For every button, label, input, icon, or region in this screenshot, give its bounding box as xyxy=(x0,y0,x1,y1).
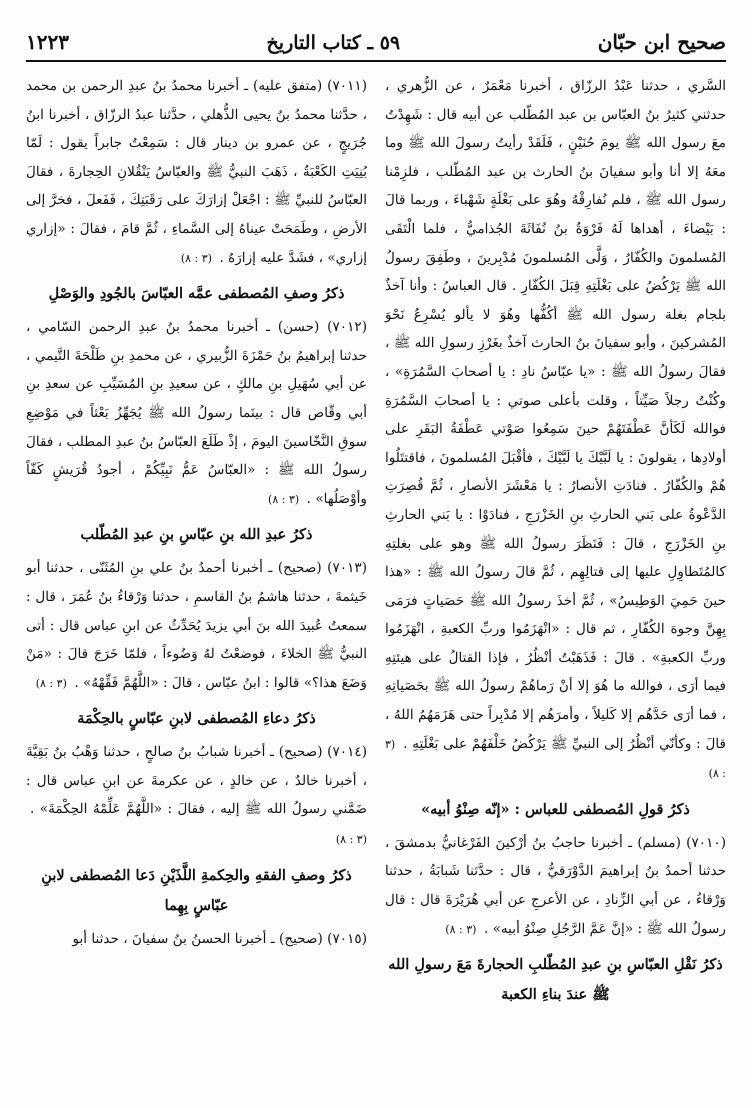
paragraph-text: (٧٠١٣) (صحيح) ـ أخبرنا أحمدُ بنُ علي بنِ المُثَنّى ، حدثنا أبو خَيثمةَ ، حدثنا هاشمُ بنُ القاسمِ ، حدثنا وَرْقاءُ بنُ عُمَرَ ، قال : سمعتُ عُبيدَ الله بنَ أبي يزيدَ يُحَدِّثُ عن ابنِ عباس قال : أتى النبيُّ ﷺ الخلاءَ ، فوضعْتُ لهُ وَضُوءاً ، فلمّا خَرَجَ قالَ : «مَنْ وَضَعَ هذا؟» قالوا : ابنُ عبّاس ، قالَ : «اللَّهُمَّ فَقِّهْهُ» . xyxy=(26,560,367,691)
reference-marker: (٣ : ٨) xyxy=(385,737,726,781)
paragraph-text: (٧٠١٥) (صحيح) ـ أخبرنا الحسنُ بنُ سفيانَ ، حدثنا أبو xyxy=(72,930,367,947)
hadith-paragraph xyxy=(26,925,367,954)
chapter-title: ٥٩ ـ كتاب التاريخ xyxy=(266,32,401,54)
page-header xyxy=(26,22,726,62)
section-heading: ذكرُ وصفِ الفقهِ والحِكمةِ اللَّذَيْنِ دَعا المُصطفى لابنِ عبّاسٍ بِهِما xyxy=(41,866,352,914)
paragraph-text: (٧٠١٤) (صحيح) ـ أخبرنا شبابُ بنُ صالحٍ ، حدثنا وَهْبُ بنُ بَقِيَّةَ ، أخبرنا خالدٌ ، عن خالدٍ ، عن عكرمةَ عن ابنِ عباس قال : ضَمَّني رسولُ الله ﷺ إليه ، فقالَ : «اللَّهُمَّ عَلِّمْهُ الحِكْمَةَ» . xyxy=(26,744,367,818)
hadith-paragraph xyxy=(385,829,726,944)
hadith-paragraph xyxy=(385,72,726,789)
paragraph-text: (٧٠١٢) (حسن) ـ أخبرنا محمدُ بنُ عبدِ الرحمن السّامي ، حدثنا إبراهيمُ بنُ حَمْزَةَ الزُّبيري ، عن محمدِ بنِ طَلْحَةَ التَّيمي ، عن أبي سُهَيلِ بنِ مالكٍ ، عن سعيدِ بنِ المُسَيِّبِ عن سعدِ بنِ أبي وقّاص قال : بينَما رسولُ الله ﷺ يُجَهِّزُ بَعْثاً في مَوْضِعِ سوقِ النَّخّاسينَ اليومَ ، إذْ طَلَعَ العبّاسُ بنُ عبدِ المطلب ، فقالَ رسولُ الله ﷺ : «العبّاسُ عَمُّ نَبِيِّكُمْ ، أجودُ قُرَيشٍ كَفّاً وأوْصَلُها» . xyxy=(26,319,367,507)
section-heading: ذكرُ قولِ المُصطفى للعباس : «إنّه صِنْوُ أبيه» xyxy=(421,800,690,818)
paragraph-text: (٧٠١١) (متفق عليه) ـ أخبرنا محمدُ بنُ عبدِ الرحمن بن محمد ، حدَّثنا محمدُ بنُ يحيى الذُّهلي ، حدَّثنا عبدُ الرزّاق ، أخبرنا ابنُ جُرَيجٍ ، عن عمرو بن دينار قال : سَمِعْتُ جابراً يقول : لَمّا بُنِيَتِ الكَعْبَةُ ، ذَهَبَ النبيُّ ﷺ والعبّاسُ يَنْقُلانِ الحِجارةَ ، فقالَ العبّاسُ للنبيِّ ﷺ : اجْعَلْ إزارَكَ على رَقَبَتِكَ ، فَفَعلَ ، فخرَّ إلى الأرضِ ، وطَمَحَتْ عيناهُ إلى السَّماءِ ، ثُمَّ قامَ ، فقالَ : «إزاري إزاري» ، فشَدَّ عليه إزارَهُ . xyxy=(26,78,367,266)
hadith-paragraph xyxy=(26,72,367,273)
reference-marker: (٣ : ٨) xyxy=(180,251,216,265)
text-columns xyxy=(26,72,726,1014)
section-heading: ذكرُ عبدِ الله بنِ عبّاسِ بنِ عبدِ المُطّلب xyxy=(80,526,313,544)
reference-marker: (٣ : ٨) xyxy=(335,833,367,847)
section-heading: ذكرُ دعاءِ المُصطفى لابنِ عبّاسٍ بالحِكْمَة xyxy=(77,710,316,728)
paragraph-text: السَّري ، حدثنا عَبْدُ الرزّاق ، أخبرنا مَعْمَرٌ ، عن الزُّهري ، حدثني كثيرُ بنُ العبّاس بن عبد المُطّلب عن أبيه قال : شَهِدْتُ معَ رسول الله ﷺ يومَ حُنَيْنٍ ، فَلَقَدْ رأيتُ رسولَ الله ﷺ وما معَهُ إلا أنا وأبو سفيانَ بنُ الحارث بن عبد المُطّلب ، فلزِمْنا رسول الله ﷺ ، فلم نُفارِقْهُ وهُوَ على بَغْلَةٍ شَهْباءَ ، وربما قالَ : بَيْضاءَ ، أهداها لَهُ فَرْوَةُ بنُ نُفَاثَةَ الجُذاميُّ ، فلما الْتَقَى المُسلمونَ والكُفّارُ ، وَلَّى المُسلمونَ مُدْبِرينَ ، وطَفِقَ رسولُ الله ﷺ يَرْكُضُ على بَغْلَتِهِ قِبَلَ الكُفّارِ . قال العباسُ : وأنا آخذٌ بلجام بغلة رسول الله ﷺ أكُفُّها وهُوَ لا يألو يُسْرِعُ نَحْوَ المُشركينَ ، وأبو سفيانَ بنُ الحارث آخذٌ بغَرْزِ رسولِ الله ﷺ ، فقالَ رسولُ الله ﷺ : «يا عبّاسُ نادِ : يا أصحابَ السَّمُرَةِ» ، وكُنْتُ رجلاً صَيِّتاً ، وقلت بأعلى صوتي : يا أصحابَ السَّمُرَةِ فوالله لَكَأنَّ عَطْفَتَهُمْ حينَ سَمِعُوا صَوْتي عَطْفَةُ البَقَرِ على أولادِها ، يقولونَ : يا لَبَّيْكَ يا لَبَّيْكَ ، فأقْبَلَ المُسلمونَ ، فاقتتَلُوا هُمْ والكُفّارُ . فنادَتِ الأنصارُ : يا مَعْشَرَ الأنصارِ ، ثُمَّ قُصِرَتِ الدَّعْوةُ على بَني الحارثِ بنِ الخَزْرَجِ ، فنادَوْا : يا بَني الحارثِ بنِ الخَزْرَجِ ، قالَ : فَنَظَرَ رسولُ الله ﷺ وهو على بغلتِهِ كالمُتَطاوِلِ عليها إلى قتالِهِم ، ثُمَّ قالَ رسولُ الله ﷺ : «هذا حينَ حَمِيَ الوَطِيسُ» ، ثُمَّ أخذَ رسولُ الله ﷺ حَصَياتٍ فرَمَى بِهِنَّ وجوهَ الكُفّارِ ، ثم قال : «انْهَزَمُوا وربِّ الكعبةِ ، انْهَزَمُوا وربِّ الكعبةِ» . قالَ : فَذَهَبْتُ أنْظُرُ ، فإذا القتالُ على هيئتِهِ فيما أرَى ، فوالله ما هُوَ إلا أنْ رَماهُمْ رسولُ الله ﷺ بحَصَياتِهِ ، فما أرَى حَدَّهُم إلا كَليلاً ، وأمرَهُم إلا مُدْبِراً حتى هَزَمَهُمُ اللهُ ، قالَ : وكأنّي أنْظُرُ إلى النبيِّ ﷺ يَرْكُضُ خَلْفَهُمْ على بَغْلَتِهِ . xyxy=(385,78,726,752)
left-column xyxy=(26,72,367,1014)
right-column xyxy=(385,72,726,1014)
hadith-paragraph xyxy=(26,738,367,854)
section-heading: ذكرُ وصفِ المُصطفى عمَّه العبّاسَ بالجُودِ والوَصْلِ xyxy=(48,285,345,303)
reference-marker: (٣ : ٨) xyxy=(35,676,71,690)
section-heading: ذكرُ نَقْلِ العبّاسِ بنِ عبدِ المُطّلبِ الحجارةَ مَعَ رسولِ الله ﷺ عندَ بناءِ الكعبة xyxy=(388,956,723,1004)
hadith-paragraph xyxy=(26,313,367,514)
reference-marker: (٣ : ٨) xyxy=(445,922,480,936)
reference-marker: (٣ : ٨) xyxy=(268,492,303,506)
page-number: ١٢٢٣ xyxy=(26,30,69,54)
hadith-paragraph xyxy=(26,554,367,698)
paragraph-text: (٧٠١٠) (مسلم) ـ أخبرنا حاجبُ بنُ أرْكينَ الفَرْغانيُّ بدمشقَ ، حدثنا أحمدُ بنُ إبراهيمَ الدَّوْرَقيُّ ، قال : حدَّثنا شَبابَةُ ، حدثنا وَرْقاءُ ، عن أبي الزِّنادِ ، عن الأعرجِ عن أبي هُرَيْرَةَ قال : قال رسولُ الله ﷺ : «إنَّ عَمَّ الرَّجُلِ صِنْوُ أبيه» . xyxy=(385,834,726,937)
book-title: صحيح ابن حبّان xyxy=(597,30,726,54)
